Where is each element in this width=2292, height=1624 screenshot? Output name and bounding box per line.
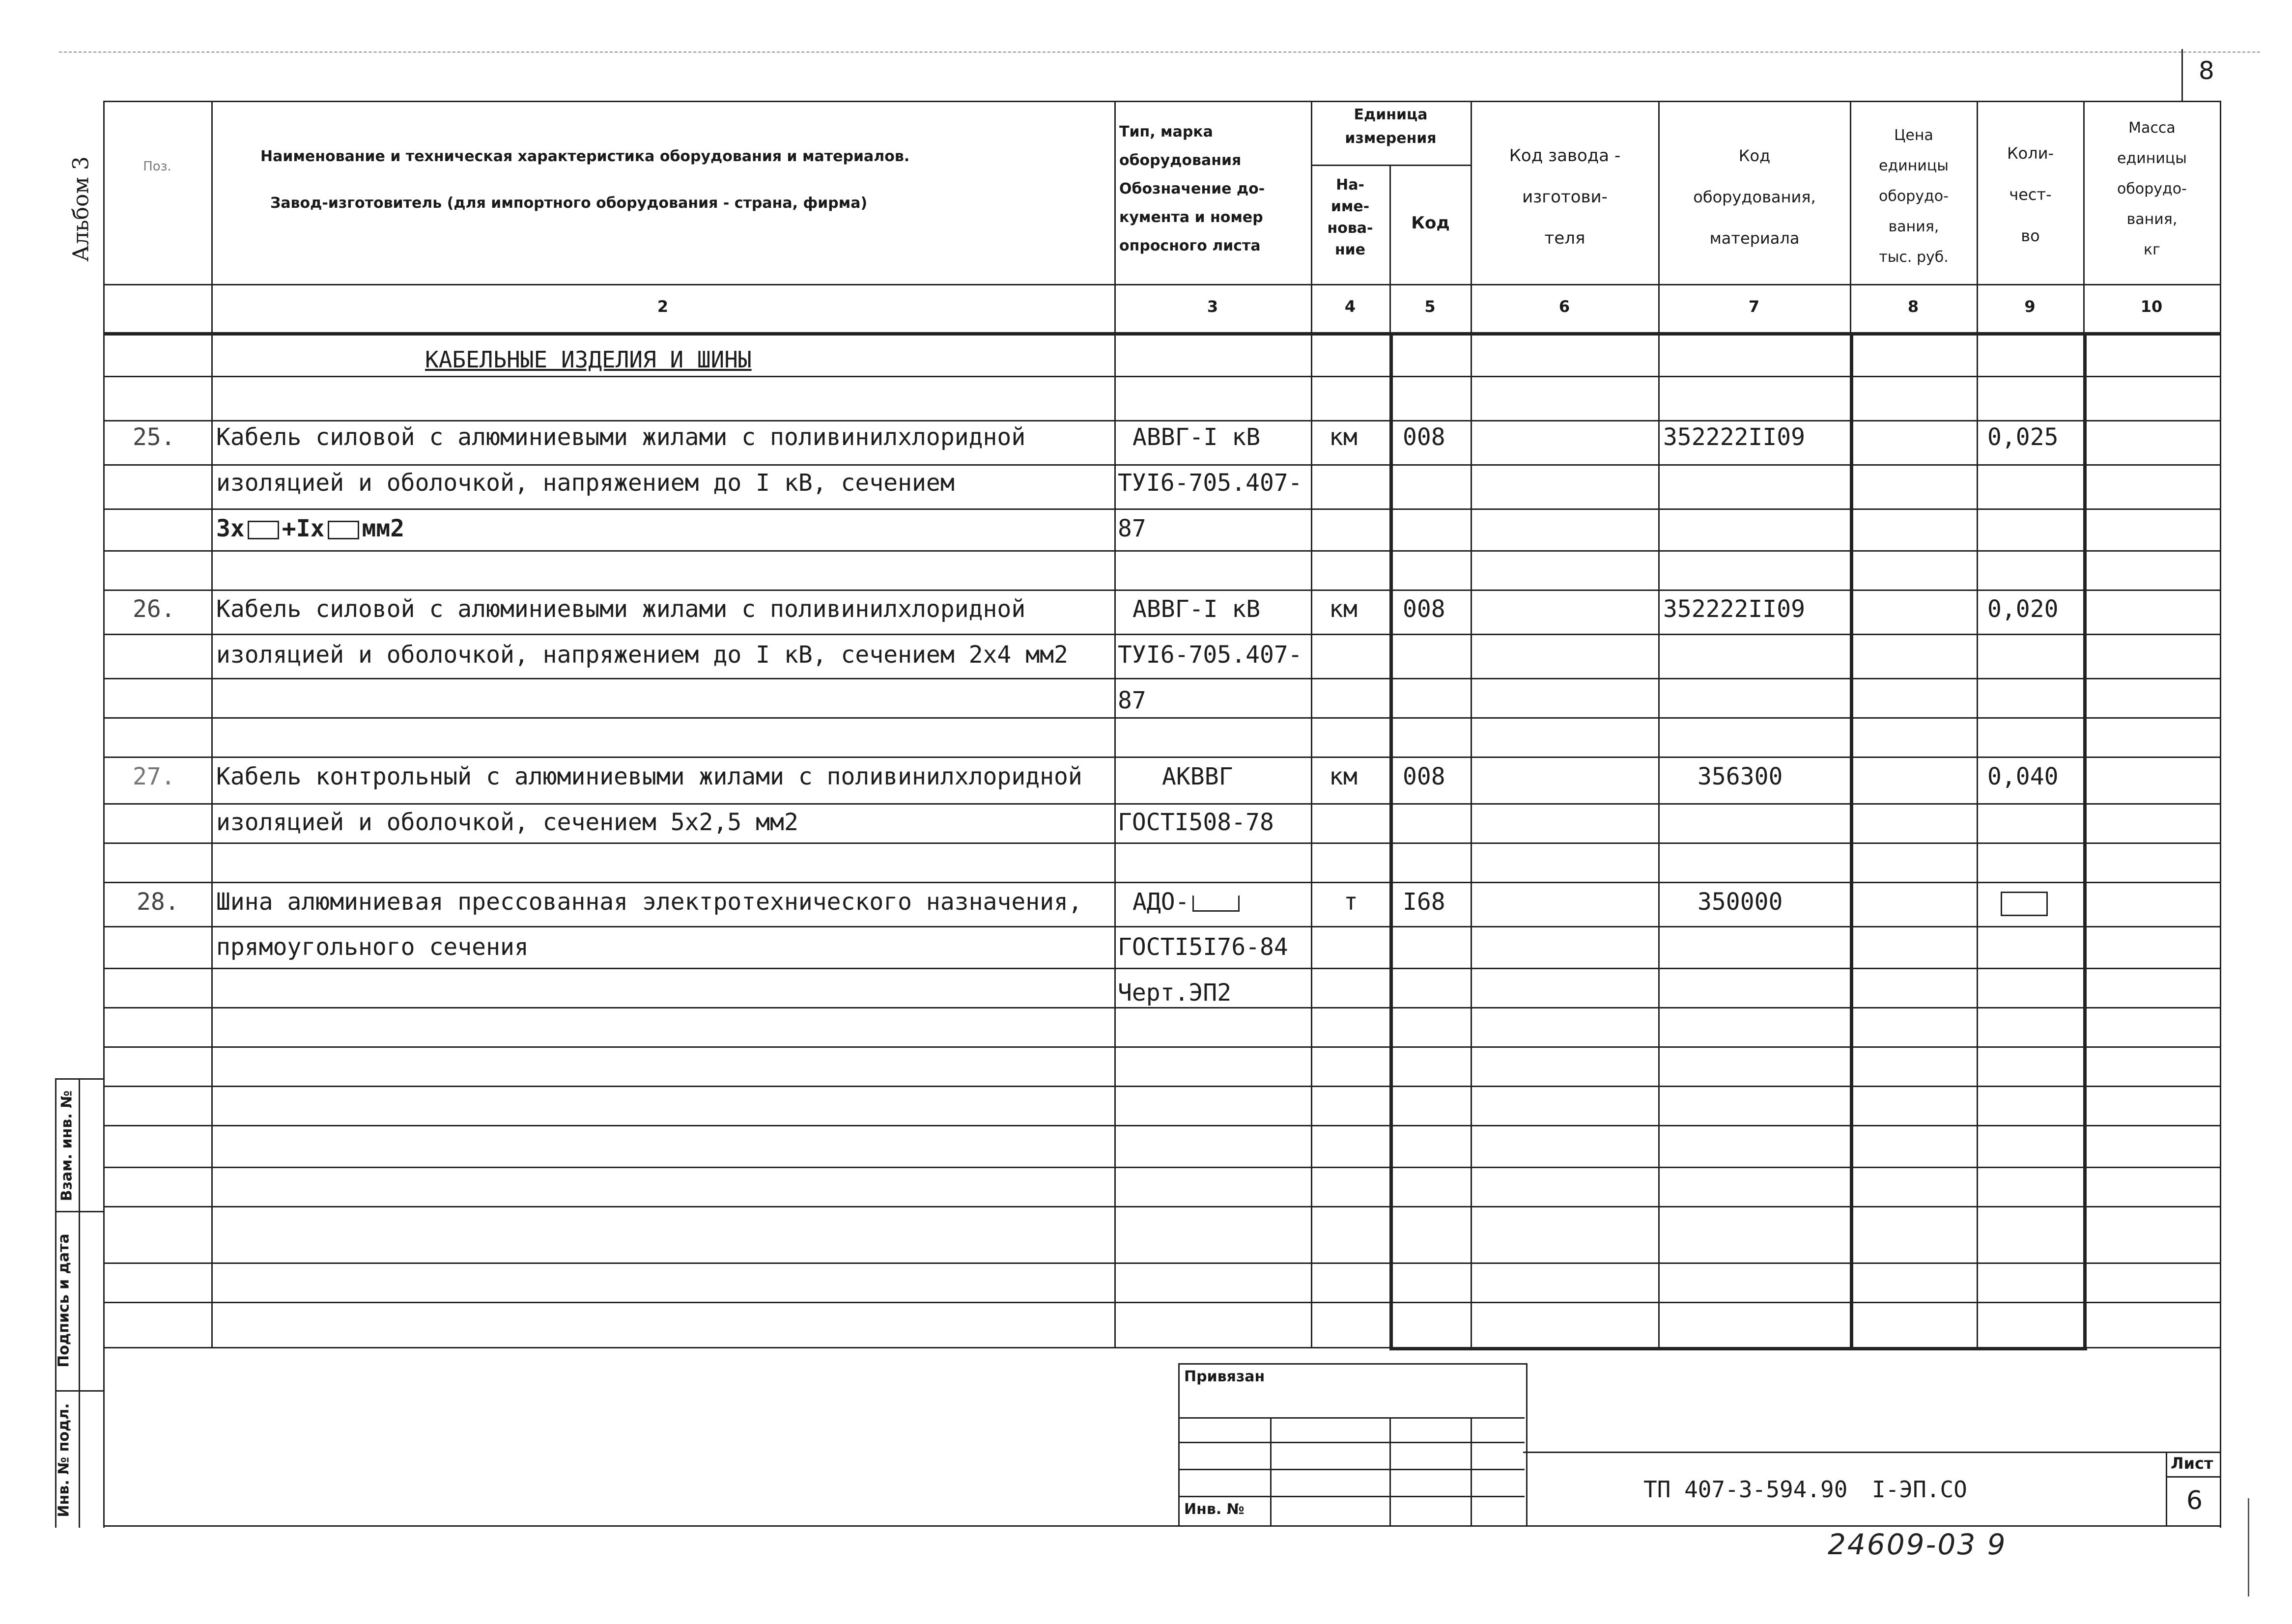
stamp-inv-zam: Взам. инв. № [58,1090,76,1202]
table-right [2220,101,2221,1528]
item-unit: т [1344,888,1358,916]
type-prefix: АДО- [1132,888,1189,916]
header-unit-name-line: На- [1336,176,1364,194]
header-mass-line: вания, [2126,211,2178,228]
blank-field-box [248,521,279,539]
sheet-box-divider [2166,1476,2220,1478]
item-mat-code: 356300 [1698,763,1783,790]
item-type-line: 87 [1118,515,1146,542]
colnum-6: 6 [1558,297,1570,316]
privyazan-col [1389,1417,1391,1525]
item-mat-code: 350000 [1698,888,1783,916]
row-line [103,803,2221,805]
colnum-4: 4 [1344,297,1356,316]
header-price-line: тыс. руб. [1879,249,1949,266]
stamp-inner [79,1078,80,1528]
inv-no-label: Инв. № [1184,1501,1245,1518]
item-type-line [1132,888,1243,916]
colnum-5: 5 [1424,297,1436,316]
row-line [103,717,2221,719]
stamp-sign-date: Подпись и дата [55,1233,73,1368]
colnum-3: 3 [1207,297,1218,316]
header-unit-code: Код [1411,213,1450,233]
table-bottom [103,1525,2221,1527]
document-code: ТП 407-3-594.90 [1643,1476,1848,1503]
header-mass-line: единицы [2117,150,2187,167]
row-line [103,376,2221,377]
item-pos: 28. [137,888,179,916]
colnum-8: 8 [1907,297,1919,316]
row-line [103,508,2221,510]
header-quantity-line: чест- [2009,185,2052,204]
top-rule [59,52,2260,53]
col-5-line [1471,101,1472,1348]
item-desc-line: Шина алюминиевая прессованная электротехнического назначения, [216,888,1082,916]
privyazan-row [1178,1417,1525,1419]
header-factory-line: Код завода - [1509,146,1621,166]
colnum-9: 9 [2024,297,2036,316]
header-bottom [103,284,2221,285]
row-line [103,634,2221,635]
col-3-line [1311,101,1312,1348]
header-type-line: Тип, марка [1119,123,1213,140]
section-middle: +Iх [282,515,325,542]
document-mark: I-ЭП.СО [1872,1476,1967,1503]
album-label: Альбом 3 [68,156,94,262]
item-type-line: АВВГ-I кВ [1132,423,1261,451]
header-factory-code [1471,135,1658,259]
footer-number: 24609-03 9 [1828,1528,2007,1561]
col-7-thick [1850,334,1853,1348]
header-quantity-line: во [2021,226,2040,245]
row-line [103,1046,2221,1048]
privyazan-col [1471,1417,1472,1525]
col-6-line [1658,101,1660,1348]
item-pos: 26. [133,595,175,623]
row-line [103,882,2221,883]
header-mass [2084,113,2220,265]
row-line [103,589,2221,591]
row-line [103,1262,2221,1264]
header-quantity-line: Коли- [2007,144,2054,163]
row-line [103,926,2221,927]
section-title: КАБЕЛЬНЫЕ ИЗДЕЛИЯ И ШИНЫ [425,346,752,373]
header-price-line: Цена [1894,127,1933,144]
privyazan-row [1178,1496,1525,1497]
header-factory-line: теля [1544,228,1585,248]
header-mass-line: оборудо- [2117,180,2187,197]
header-name-line2: Завод-изготовитель (для импортного оборудования - страна, фирма) [270,195,868,212]
row-line [103,464,2221,466]
header-mass-line: Масса [2128,119,2176,137]
header-material-line: оборудования, [1693,188,1816,206]
header-unit-group [1311,103,1471,150]
item-mat-code: 352222II09 [1663,423,1805,451]
col-4-thick [1389,334,1393,1348]
header-unit-name-line: ние [1334,241,1366,258]
title-block-top [1523,1452,2221,1453]
item-type-line: ТУI6-705.407- [1118,469,1302,497]
quantity-blank-box [2001,892,2048,916]
header-price-line: вания, [1888,218,1939,235]
item-pos: 27. [133,763,175,790]
item-type-line: 87 [1118,687,1146,714]
row-line [103,968,2221,969]
sheet-num: 6 [2186,1486,2203,1515]
item-unit: км [1329,423,1358,451]
header-unit-name-line: нова- [1327,220,1373,237]
item-type-line: ГОСТI5I76-84 [1118,933,1288,961]
item-unit: км [1329,763,1358,790]
header-unit-name-line: име- [1330,198,1370,215]
colnum-7: 7 [1748,297,1760,316]
item-desc-line: Кабель силовой с алюминиевыми жилами с поливинилхлоридной [216,423,1026,451]
item-qty: 0,020 [1987,595,2059,623]
item-qty: 0,040 [1987,763,2059,790]
sheet-label: Лист [2171,1454,2213,1473]
stamp-inv-podl: Инв. № подл. [55,1403,73,1517]
header-price-line: оборудо- [1879,188,1949,205]
row-line [103,756,2221,758]
row-line [103,1086,2221,1087]
stamp-line-1 [55,1078,104,1080]
privyazan-row [1178,1442,1525,1443]
row-line [103,1167,2221,1168]
blank-field-box [1192,896,1240,912]
item-type-line: АКВВГ [1162,763,1233,790]
header-material-line: материала [1709,229,1800,248]
header-type-line: Обозначение до- [1119,180,1265,197]
item-pos: 25. [133,423,175,451]
header-unit-name [1311,174,1389,261]
item-type-line: ГОСТI508-78 [1118,809,1274,836]
item-code: 008 [1403,763,1445,790]
header-price [1851,120,1977,273]
row-line [103,420,2221,421]
header-factory-line: изготови- [1522,187,1608,207]
item-type-line: АВВГ-I кВ [1132,595,1261,623]
right-edge-mark [2248,1498,2249,1596]
sheet-number-box-left [2181,49,2183,101]
row-line [103,550,2221,552]
blank-field-box [328,521,359,539]
privyazan-row [1178,1469,1525,1470]
item-unit: км [1329,595,1358,623]
col-2-line [1114,101,1116,1348]
privyazan-col [1270,1417,1272,1525]
header-type [1119,118,1308,260]
item-desc-line: изоляцией и оболочкой, напряжением до I кВ, сечением 2х4 мм2 [216,641,1068,669]
item-type-line: Черт.ЭП2 [1118,979,1232,1007]
row-line [103,1302,2221,1303]
row-line [103,678,2221,679]
colnum-2: 2 [657,297,669,316]
header-pos: Поз. [143,159,171,174]
row-line [103,1206,2221,1207]
header-material-line: Код [1738,146,1771,165]
header-quantity [1978,133,2083,256]
row-line [103,842,2221,844]
header-type-line: опросного листа [1119,237,1261,254]
item-mat-code: 352222II09 [1663,595,1805,623]
header-mass-line: кг [2144,241,2160,258]
header-unit-line: Единица [1354,106,1428,123]
header-unit-line: измерения [1345,130,1437,147]
item-code: I68 [1403,888,1445,916]
header-type-line: оборудования [1119,152,1242,169]
table-left [103,101,105,1528]
item-qty: 0,025 [1987,423,2059,451]
section-unit: мм2 [362,515,405,542]
col-9-thick [2083,334,2087,1348]
colnum-bottom [103,332,2221,336]
privyazan-label: Привязан [1184,1368,1265,1385]
header-name-line1: Наименование и техническая характеристика оборудования и материалов. [260,148,910,165]
col-pos-line [211,101,213,1348]
item-desc-line: Кабель контрольный с алюминиевыми жилами с поливинилхлоридной [216,763,1082,790]
item-code: 008 [1403,423,1445,451]
header-material-code [1659,135,1850,259]
row-line [103,1347,2221,1348]
section-prefix: 3х [216,515,245,542]
table-top [103,101,2221,102]
col-8-line [1977,101,1978,1348]
item-desc-line [216,515,404,542]
row-line [103,1125,2221,1126]
item-desc-line: изоляцией и оболочкой, сечением 5х2,5 мм2 [216,809,798,836]
sheet-number: 8 [2199,56,2214,85]
row-line [103,1007,2221,1008]
item-desc-line: Кабель силовой с алюминиевыми жилами с поливинилхлоридной [216,595,1026,623]
header-type-line: кумента и номер [1119,209,1263,226]
header-price-line: единицы [1879,157,1949,174]
item-desc-line: изоляцией и оболочкой, напряжением до I кВ, сечением [216,469,955,497]
colnum-10: 10 [2140,297,2163,316]
item-code: 008 [1403,595,1445,623]
item-type-line: ТУI6-705.407- [1118,641,1302,669]
item-desc-line: прямоугольного сечения [216,933,529,961]
